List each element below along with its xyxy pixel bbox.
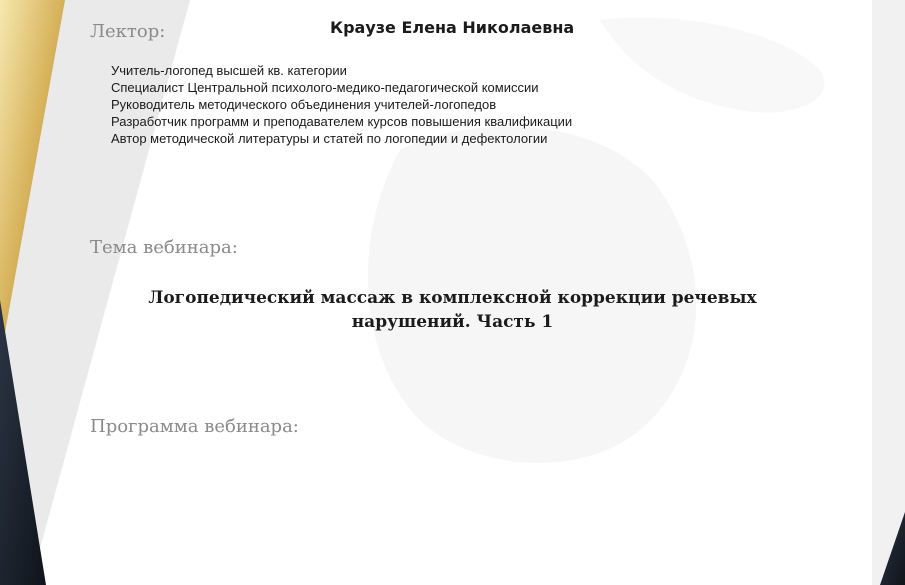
lecturer-name: Краузе Елена Николаевна [330, 18, 575, 37]
lecturer-label: Лектор: [90, 21, 166, 42]
right-margin-panel [872, 0, 905, 585]
credential-item: Руководитель методического объединения учителей-логопедов [111, 97, 497, 112]
credential-item: Разработчик программ и преподавателем курсов повышения квалификации [111, 114, 573, 129]
program-label: Программа вебинара: [90, 416, 299, 437]
credential-item: Специалист Центральной психолого-медико-педагогической комиссии [111, 80, 539, 95]
credential-item: Учитель-логопед высшей кв. категории [111, 63, 347, 78]
lecturer-credentials [111, 62, 572, 147]
credential-item: Автор методической литературы и статей по логопедии и дефектологии [111, 131, 548, 146]
watermark-shape-small [600, 17, 825, 112]
topic-label: Тема вебинара: [90, 237, 238, 258]
webinar-title: Логопедический массаж в комплексной коррекции речевых нарушений. Часть 1 [148, 288, 757, 332]
